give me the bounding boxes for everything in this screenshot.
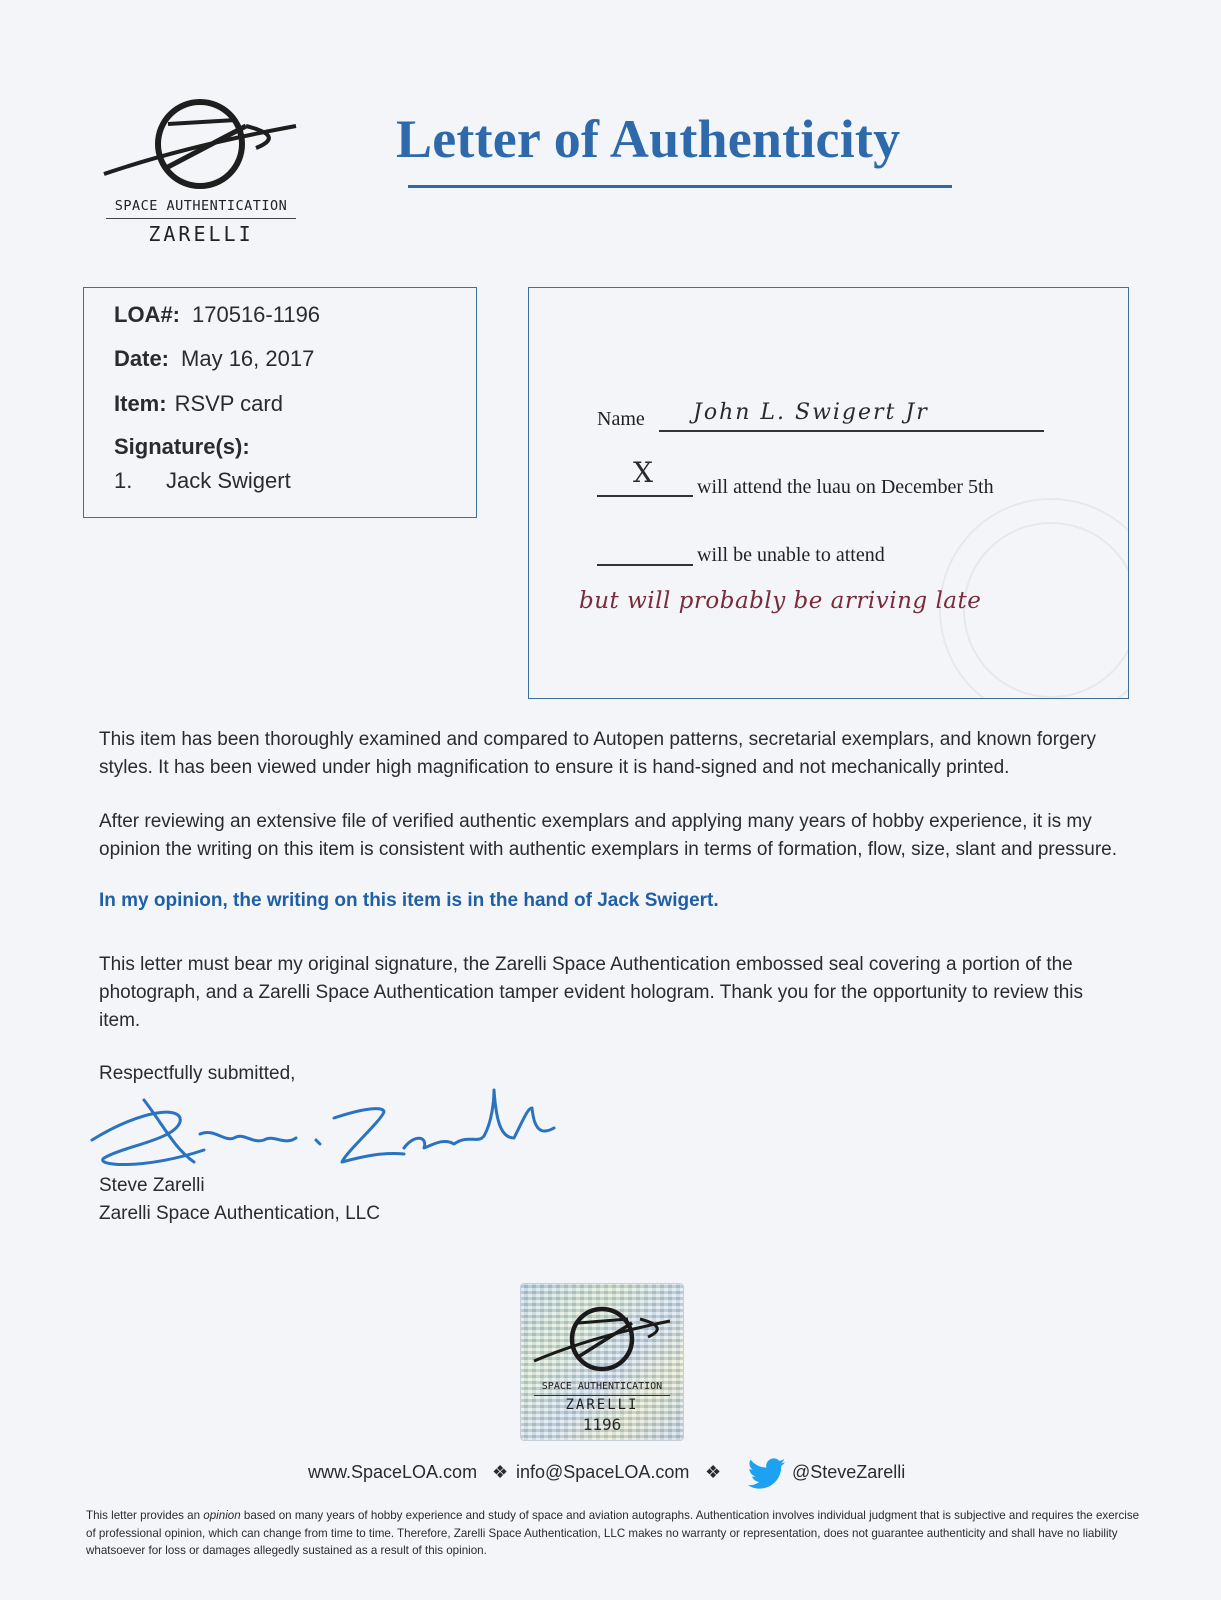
signatures-row — [114, 434, 262, 460]
disclaimer-text-end: based on many years of hobby experience and study of space and aviation autographs. Authentication involves individual judgment that is subjective and requires the exercise of professional opinion, which can change from time to time. Therefore, Zarelli Space Authentication, LLC makes no warranty or representation, does not guarantee authenticity and shall have no liability whatsoever for loss or damages allegedly sustained as a result of this opinion. — [86, 1509, 1140, 1557]
signature-list-item — [114, 468, 291, 494]
item-value: RSVP card — [174, 391, 283, 416]
signer-name: Steve Zarelli — [99, 1175, 205, 1196]
title-underline — [408, 185, 952, 188]
twitter-icon — [748, 1458, 786, 1490]
item-row — [114, 391, 283, 417]
hologram-serial-number: 1196 — [582, 1415, 622, 1434]
footer-separator-2: ❖ — [705, 1462, 722, 1482]
closing-text: Respectfully submitted, — [99, 1063, 296, 1084]
signer-company: Zarelli Space Authentication, LLC — [99, 1203, 380, 1224]
signature-number: 1. — [114, 468, 133, 493]
date-value: May 16, 2017 — [181, 346, 315, 371]
attend-text: will attend the luau on December 5th — [697, 476, 994, 498]
hologram-divider — [534, 1395, 670, 1396]
card-name-label: Name — [597, 408, 645, 430]
logo-divider — [106, 218, 296, 219]
date-row — [114, 346, 314, 372]
date-label: Date: — [114, 346, 170, 371]
loa-info-box — [83, 287, 477, 518]
loa-number-row — [114, 302, 320, 328]
loa-value: 170516-1196 — [192, 302, 321, 327]
unable-text: will be unable to attend — [697, 544, 885, 566]
card-name-line — [659, 430, 1044, 432]
card-name-handwritten: John L. Swigert Jr — [693, 400, 929, 425]
footer-separator-1: ❖ — [492, 1462, 509, 1482]
rsvp-card-image — [528, 287, 1129, 699]
paragraph-review: After reviewing an extensive file of verified authentic exemplars and applying many years of hobby experience, it is my opinion the writing on this item is consistent with authentic exemplars in terms of formation, flow, size, slant and pressure. — [99, 811, 1118, 860]
paragraph-requirements: This letter must bear my original signature, the Zarelli Space Authentication embossed seal covering a portion of the photograph, and a Zarelli Space Authentication tamper evident hologram. Thank you for the opportunity to review this item. — [99, 954, 1084, 1031]
opinion-statement: In my opinion, the writing on this item is in the hand of Jack Swigert. — [99, 890, 719, 911]
legal-disclaimer — [86, 1507, 1146, 1560]
hologram-bottom-text: ZARELLI — [565, 1397, 639, 1413]
logo-top-text: SPACE AUTHENTICATION — [114, 198, 288, 214]
attend-line — [597, 495, 693, 497]
disclaimer-emphasis: opinion — [203, 1509, 241, 1522]
company-logo — [96, 86, 306, 246]
orbit-logo-icon — [96, 86, 306, 198]
signatures-label: Signature(s): — [114, 434, 250, 459]
card-handwritten-note: but will probably be arriving late — [579, 588, 982, 614]
authentication-hologram — [520, 1283, 684, 1441]
disclaimer-text-start: This letter provides an — [86, 1509, 204, 1522]
footer-email[interactable]: info@SpaceLOA.com — [516, 1462, 690, 1482]
hologram-orbit-icon — [520, 1283, 684, 1383]
footer-website[interactable]: www.SpaceLOA.com — [308, 1462, 478, 1482]
item-label: Item: — [114, 391, 167, 416]
signature-name: Jack Swigert — [166, 468, 291, 493]
page-title: Letter of Authenticity — [396, 109, 901, 169]
footer-twitter-handle[interactable]: @SteveZarelli — [792, 1462, 906, 1482]
loa-label: LOA#: — [114, 302, 180, 327]
logo-bottom-text: ZARELLI — [148, 222, 254, 246]
hologram-top-text: SPACE AUTHENTICATION — [541, 1381, 663, 1392]
paragraph-examination: This item has been thoroughly examined and compared to Autopen patterns, secretarial exemplars, and known forgery styles. It has been viewed under high magnification to ensure it is hand-signed and not mechanically printed. — [99, 729, 1097, 778]
signature-image — [84, 1078, 564, 1178]
unable-line — [597, 564, 693, 566]
attend-check-mark: X — [633, 456, 653, 489]
